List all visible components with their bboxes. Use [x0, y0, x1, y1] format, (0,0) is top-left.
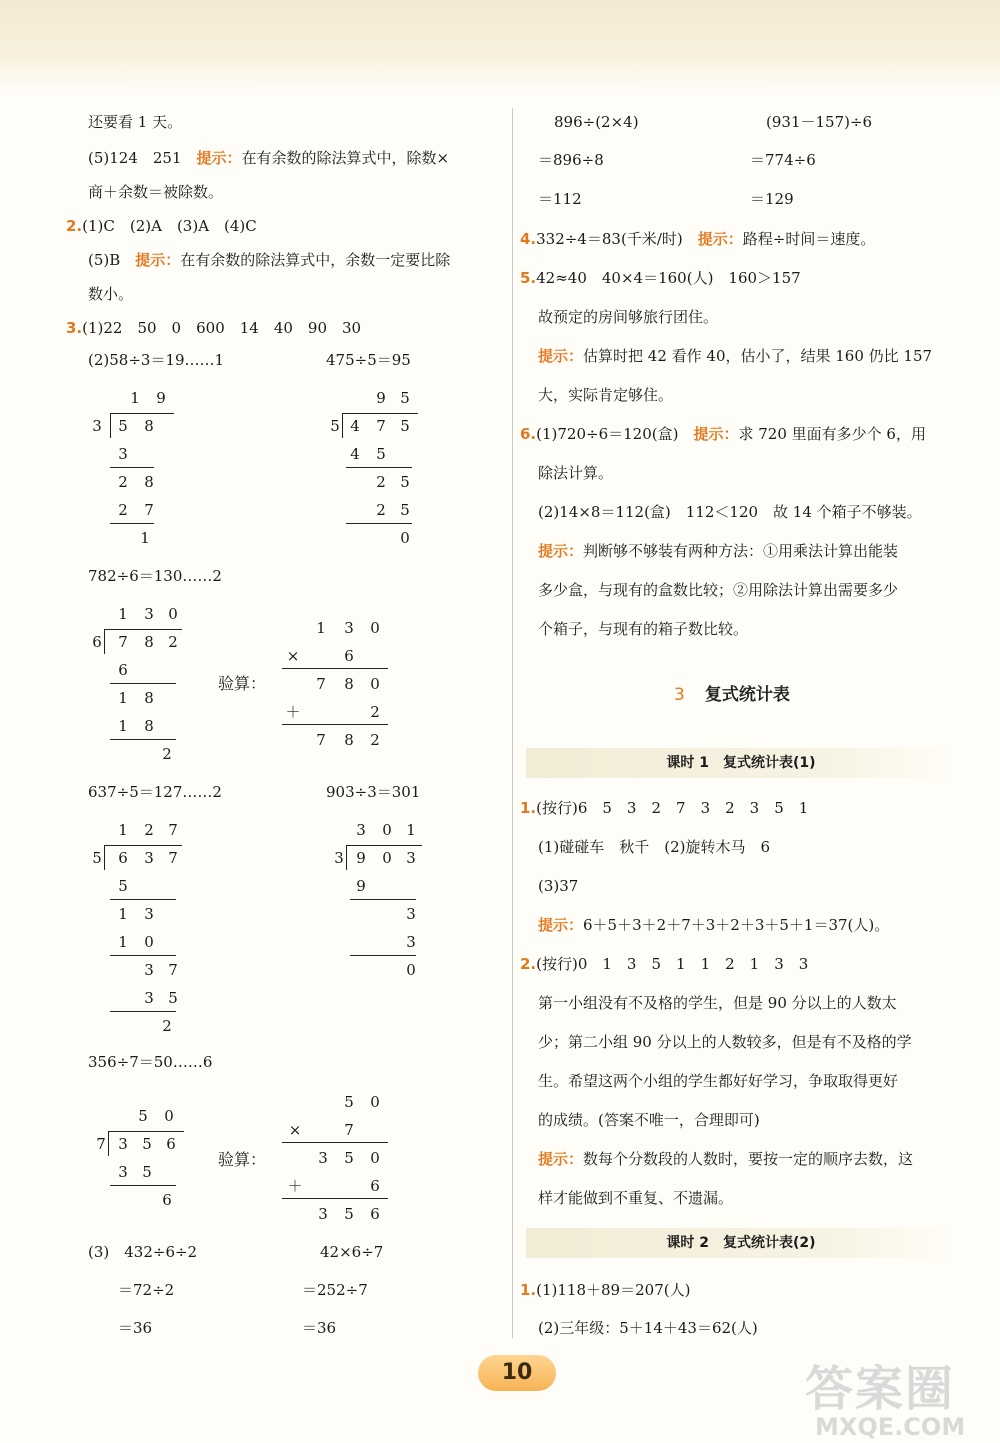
step-digit: 3 [406, 933, 416, 951]
question-number: 1. [520, 799, 537, 817]
hint-label: 提示： [538, 916, 584, 934]
text-line [88, 250, 450, 270]
step-digit: 3 [118, 445, 128, 463]
answer: (5)B [88, 251, 136, 269]
step-digit: 8 [144, 717, 154, 735]
divisor: 6 [92, 633, 102, 651]
check-digit: 5 [344, 1149, 354, 1167]
text-line: (2)14×8＝112(盒) 112＜120 故 14 个箱子不够装。 [538, 503, 922, 521]
check-digit: 8 [344, 675, 354, 693]
operator: × [286, 647, 300, 665]
equation: ＝252÷7 [302, 1281, 368, 1299]
step-digit: 5 [118, 877, 128, 895]
column-divider [512, 108, 513, 1338]
division-bracket [104, 846, 105, 870]
check-digit: 0 [370, 1093, 380, 1111]
dividend-digit: 9 [356, 849, 366, 867]
step-digit: 3 [118, 1163, 128, 1181]
check-digit: 7 [344, 1121, 354, 1139]
question-number: 4. [520, 230, 537, 248]
text-line [88, 148, 449, 168]
rule [110, 739, 176, 740]
rule [350, 955, 416, 956]
step-digit: 3 [144, 961, 154, 979]
step-digit: 9 [356, 877, 366, 895]
step-digit: 2 [118, 473, 128, 491]
text-line: 还要看 1 天。 [88, 113, 183, 131]
lesson-header: 课时 1 复式统计表(1) [526, 748, 956, 778]
step-digit: 7 [144, 501, 154, 519]
equation: 782÷6＝130……2 [88, 567, 222, 585]
text-line: 故预定的房间够旅行团住。 [538, 308, 719, 326]
text-line [538, 346, 932, 366]
text-line: 多少盒，与现有的盒数比较；②用除法计算出需要多少 [538, 581, 899, 599]
quotient-digit: 3 [356, 821, 366, 839]
step-digit: 1 [118, 905, 128, 923]
hint-label: 提示： [693, 425, 739, 443]
step-digit: 5 [168, 989, 178, 1007]
division-bracket [108, 1132, 109, 1156]
hint-text: 判断够不够装有两种方法：①用乘法计算出能装 [583, 542, 899, 560]
hint-label: 提示： [196, 149, 242, 167]
rule [110, 1185, 176, 1186]
text-line: 商＋余数＝被除数。 [88, 183, 224, 201]
step-digit: 0 [144, 933, 154, 951]
dividend-digit: 4 [350, 417, 360, 435]
quotient-digit: 2 [144, 821, 154, 839]
dividend-digit: 3 [118, 1135, 128, 1153]
text-line: (1)碰碰车 秋千 (2)旋转木马 6 [538, 838, 771, 856]
text-line [520, 1280, 690, 1300]
quotient-digit: 5 [138, 1107, 148, 1125]
step-digit: 7 [168, 961, 178, 979]
operator: ＋ [285, 703, 301, 721]
operator: ＋ [287, 1177, 303, 1195]
question-number: 6. [520, 425, 537, 443]
divisor: 3 [334, 849, 344, 867]
dividend-digit: 0 [382, 849, 392, 867]
step-digit: 5 [376, 445, 386, 463]
check-digit: 0 [370, 675, 380, 693]
division-bar [346, 845, 422, 846]
step-digit: 1 [118, 717, 128, 735]
division-bar [342, 413, 418, 414]
division-bar [110, 413, 174, 414]
divisor: 7 [96, 1135, 106, 1153]
text-line [66, 318, 361, 338]
question-number: 5. [520, 269, 537, 287]
dividend-digit: 2 [168, 633, 178, 651]
rule [110, 467, 154, 468]
dividend-digit: 7 [118, 633, 128, 651]
question-number: 2. [520, 955, 537, 973]
check-digit: 5 [344, 1205, 354, 1223]
check-digit: 3 [344, 619, 354, 637]
equation: 896÷(2×4) [554, 113, 639, 131]
rule [110, 523, 154, 524]
text-line: 第一小组没有不及格的学生，但是 90 分以上的人数太 [538, 994, 897, 1012]
step-digit: 2 [376, 473, 386, 491]
watermark-logo [805, 1350, 965, 1441]
rule [110, 899, 176, 900]
text-line: (3)37 [538, 877, 579, 895]
remainder: 1 [140, 529, 150, 547]
step-digit: 1 [118, 689, 128, 707]
step-digit: 5 [400, 473, 410, 491]
text-line [538, 1149, 913, 1169]
equation: ＝129 [750, 190, 794, 208]
text-line: 个箱子，与现有的箱子数比较。 [538, 620, 749, 638]
remainder: 6 [162, 1191, 172, 1209]
step-digit: 8 [144, 689, 154, 707]
dividend-digit: 8 [144, 417, 154, 435]
equation: ＝112 [538, 190, 582, 208]
text-line [520, 268, 801, 288]
rule [282, 724, 388, 725]
dividend-digit: 5 [400, 417, 410, 435]
step-digit: 8 [144, 473, 154, 491]
answer: (1)118＋89＝207(人) [536, 1281, 691, 1299]
rule [346, 523, 412, 524]
quotient-digit: 9 [376, 389, 386, 407]
section-title [674, 680, 790, 705]
answer: 42≈40 40×4＝160(人) 160＞157 [536, 269, 801, 287]
text-line [66, 216, 257, 236]
check-digit: 0 [370, 1149, 380, 1167]
rule [350, 899, 416, 900]
quotient-digit: 0 [168, 605, 178, 623]
equation: 42×6÷7 [320, 1243, 384, 1261]
text-line: 样才能做到不重复、不遗漏。 [538, 1189, 734, 1207]
check-label: 验算： [218, 1150, 267, 1169]
step-digit: 5 [400, 501, 410, 519]
hint-label: 提示： [538, 1150, 584, 1168]
watermark-text: 答案圈 [805, 1361, 956, 1417]
check-digit: 7 [316, 731, 326, 749]
text-line: 少；第二小组 90 分以上的人数较多，但是有不及格的学 [538, 1033, 912, 1051]
equation: (2)58÷3＝19……1 [88, 351, 225, 369]
divisor: 5 [330, 417, 340, 435]
remainder: 2 [162, 745, 172, 763]
answer: (5)124 251 [88, 149, 197, 167]
hint-text: 在有余数的除法算式中，除数× [241, 149, 450, 167]
division-bracket [346, 846, 347, 870]
check-digit: 7 [316, 675, 326, 693]
remainder: 0 [400, 529, 410, 547]
text-line: 生。希望这两个小组的学生都好好学习，争取取得更好 [538, 1072, 899, 1090]
remainder: 2 [162, 1017, 172, 1035]
hint-text: 6＋5＋3＋2＋7＋3＋2＋3＋5＋1＝37(人)。 [583, 916, 890, 934]
equation: ＝896÷8 [538, 151, 604, 169]
rule [110, 683, 176, 684]
dividend-digit: 3 [144, 849, 154, 867]
quotient-digit: 0 [164, 1107, 174, 1125]
step-digit: 3 [406, 905, 416, 923]
answer: (1)720÷6＝120(盒) [536, 425, 694, 443]
section-number: 3 [674, 685, 685, 705]
dividend-digit: 6 [118, 849, 128, 867]
dividend-digit: 7 [376, 417, 386, 435]
question-number: 1. [520, 1281, 537, 1299]
step-digit: 5 [142, 1163, 152, 1181]
equation: 903÷3＝301 [326, 783, 421, 801]
rule [282, 1142, 388, 1143]
quotient-digit: 1 [118, 821, 128, 839]
step-digit: 6 [118, 661, 128, 679]
dividend-digit: 6 [166, 1135, 176, 1153]
equation: 475÷5＝95 [326, 351, 411, 369]
rule [282, 1198, 388, 1199]
equation: ＝36 [302, 1319, 337, 1337]
dividend-digit: 5 [118, 417, 128, 435]
dividend-digit: 3 [406, 849, 416, 867]
quotient-digit: 1 [130, 389, 140, 407]
check-digit: 6 [344, 647, 354, 665]
text-line: 除法计算。 [538, 464, 614, 482]
quotient-digit: 9 [156, 389, 166, 407]
page-number: 10 [478, 1355, 556, 1391]
hint-text: 在有余数的除法算式中，余数一定要比除 [180, 251, 451, 269]
rule [282, 668, 388, 669]
question-number: 3. [66, 319, 83, 337]
check-digit: 5 [344, 1093, 354, 1111]
text-line: (2)三年级：5＋14＋43＝62(人) [538, 1319, 758, 1337]
division-bar [104, 845, 182, 846]
question-number: 2. [66, 217, 83, 235]
check-digit: 8 [344, 731, 354, 749]
divisor: 5 [92, 849, 102, 867]
quotient-digit: 1 [406, 821, 416, 839]
quotient-digit: 1 [118, 605, 128, 623]
quotient-digit: 0 [382, 821, 392, 839]
answer: 332÷4＝83(千米/时) [536, 230, 698, 248]
hint-text: 路程÷时间＝速度。 [742, 230, 876, 248]
divisor: 3 [92, 417, 102, 435]
text-line [520, 798, 808, 818]
check-digit: 6 [370, 1177, 380, 1195]
check-digit: 3 [318, 1205, 328, 1223]
text-line [520, 954, 808, 974]
lesson-header: 课时 2 复式统计表(2) [526, 1228, 956, 1258]
hint-text: 估算时把 42 看作 40，估小了，结果 160 仍比 157 [583, 347, 933, 365]
hint-label: 提示： [538, 347, 584, 365]
check-digit: 0 [370, 619, 380, 637]
answer: (按行)6 5 3 2 7 3 2 3 5 1 [536, 799, 809, 817]
section-title-text: 复式统计表 [704, 685, 790, 705]
header-banner [0, 0, 1000, 92]
text-line: 数小。 [88, 285, 134, 303]
step-digit: 2 [118, 501, 128, 519]
check-digit: 6 [370, 1205, 380, 1223]
step-digit: 1 [118, 933, 128, 951]
dividend-digit: 7 [168, 849, 178, 867]
rule [110, 1011, 176, 1012]
text-line [538, 915, 889, 935]
dividend-digit: 8 [144, 633, 154, 651]
equation: 637÷5＝127……2 [88, 783, 222, 801]
division-bracket [104, 630, 105, 654]
hint-text: 数每个分数段的人数时，要按一定的顺序去数，这 [583, 1150, 914, 1168]
check-digit: 2 [370, 731, 380, 749]
dividend-digit: 5 [142, 1135, 152, 1153]
check-digit: 3 [318, 1149, 328, 1167]
text-line: 的成绩。(答案不唯一，合理即可) [538, 1111, 760, 1129]
step-digit: 3 [144, 905, 154, 923]
hint-label: 提示： [538, 542, 584, 560]
equation: ＝36 [118, 1319, 153, 1337]
check-digit: 1 [316, 619, 326, 637]
equation: (3) 432÷6÷2 [88, 1243, 198, 1261]
division-bar [108, 1131, 184, 1132]
division-bar [104, 629, 182, 630]
check-digit: 2 [370, 703, 380, 721]
rule [346, 467, 412, 468]
step-digit: 3 [144, 989, 154, 1007]
text-line [520, 229, 875, 249]
equation: ＝774÷6 [750, 151, 816, 169]
text-line [520, 424, 926, 444]
step-digit: 4 [350, 445, 360, 463]
equation: ＝72÷2 [118, 1281, 175, 1299]
equation: 356÷7＝50……6 [88, 1053, 213, 1071]
check-label: 验算： [218, 674, 267, 693]
quotient-digit: 7 [168, 821, 178, 839]
step-digit: 2 [376, 501, 386, 519]
answer: (1)C (2)A (3)A (4)C [82, 217, 257, 235]
answer: (按行)0 1 3 5 1 1 2 1 3 3 [536, 955, 809, 973]
text-line: 大，实际肯定够住。 [538, 386, 674, 404]
hint-label: 提示： [135, 251, 181, 269]
rule [110, 955, 176, 956]
text-line [538, 541, 898, 561]
quotient-digit: 5 [400, 389, 410, 407]
remainder: 0 [406, 961, 416, 979]
watermark-url: MXQE.COM [815, 1413, 966, 1441]
operator: × [288, 1121, 302, 1139]
hint-text: 求 720 里面有多少个 6，用 [738, 425, 926, 443]
equation: (931－157)÷6 [766, 113, 873, 131]
quotient-digit: 3 [144, 605, 154, 623]
hint-label: 提示： [697, 230, 743, 248]
answer: (1)22 50 0 600 14 40 90 30 [82, 319, 362, 337]
